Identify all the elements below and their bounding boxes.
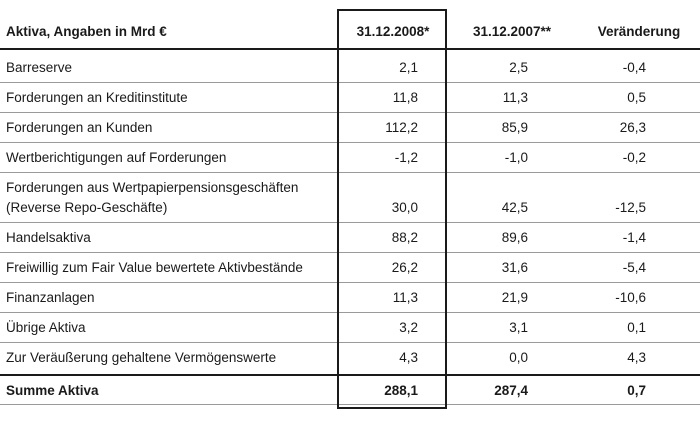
row-value-2007: 3,1 bbox=[509, 320, 528, 335]
row-label: Forderungen an Kreditinstitute bbox=[6, 90, 188, 105]
row-value-change: 0,1 bbox=[627, 320, 646, 335]
row-label: Freiwillig zum Fair Value bewertete Aktivbestände bbox=[6, 260, 303, 275]
row-value-2007: 42,5 bbox=[501, 200, 528, 215]
row-label: Wertberichtigungen auf Forderungen bbox=[6, 150, 227, 165]
row-label: Barreserve bbox=[6, 60, 73, 75]
current-year-highlight-frame bbox=[337, 9, 447, 409]
row-value-2007: 21,9 bbox=[501, 290, 528, 305]
row-label: Übrige Aktiva bbox=[6, 320, 86, 335]
header-col-2008: 31.12.2008* bbox=[356, 24, 430, 39]
row-value-change: 4,3 bbox=[627, 350, 646, 365]
row-value-change: -0,4 bbox=[622, 60, 646, 75]
row-value-change: -12,5 bbox=[615, 200, 646, 215]
row-value-2008: -1,2 bbox=[394, 150, 418, 165]
total-value-2008: 288,1 bbox=[384, 383, 418, 398]
row-value-2007: 85,9 bbox=[501, 120, 528, 135]
row-value-2008: 26,2 bbox=[391, 260, 418, 275]
row-label: Finanzanlagen bbox=[6, 290, 95, 305]
row-label: Forderungen an Kunden bbox=[6, 120, 153, 135]
row-value-change: -1,4 bbox=[622, 230, 646, 245]
row-value-change: -0,2 bbox=[622, 150, 646, 165]
row-label: Forderungen aus Wertpapierpensionsgeschäften bbox=[6, 180, 299, 195]
row-label: Zur Veräußerung gehaltene Vermögenswerte bbox=[6, 350, 277, 365]
row-value-2008: 88,2 bbox=[391, 230, 418, 245]
total-value-2007: 287,4 bbox=[494, 383, 528, 398]
row-value-2007: 0,0 bbox=[509, 350, 528, 365]
row-value-change: 0,5 bbox=[627, 90, 646, 105]
row-value-2008: 30,0 bbox=[391, 200, 418, 215]
row-value-change: -10,6 bbox=[615, 290, 646, 305]
row-value-change: 26,3 bbox=[619, 120, 646, 135]
row-label-continued: (Reverse Repo-Geschäfte) bbox=[6, 200, 168, 215]
row-value-2008: 4,3 bbox=[399, 350, 418, 365]
row-value-2008: 3,2 bbox=[399, 320, 418, 335]
row-value-2008: 2,1 bbox=[399, 60, 418, 75]
header-col-change: Veränderung bbox=[597, 24, 681, 39]
row-value-2007: 11,3 bbox=[502, 90, 528, 105]
row-value-2008: 112,2 bbox=[385, 120, 418, 135]
total-value-change: 0,7 bbox=[627, 383, 646, 398]
row-label: Handelsaktiva bbox=[6, 230, 91, 245]
row-value-change: -5,4 bbox=[622, 260, 646, 275]
total-label: Summe Aktiva bbox=[6, 383, 99, 398]
row-value-2008: 11,3 bbox=[392, 290, 418, 305]
header-label: Aktiva, Angaben in Mrd € bbox=[6, 24, 167, 39]
row-value-2007: 31,6 bbox=[501, 260, 528, 275]
header-col-2007: 31.12.2007** bbox=[472, 24, 552, 39]
row-value-2007: -1,0 bbox=[504, 150, 528, 165]
row-value-2008: 11,8 bbox=[392, 90, 418, 105]
row-value-2007: 2,5 bbox=[509, 60, 528, 75]
row-value-2007: 89,6 bbox=[501, 230, 528, 245]
